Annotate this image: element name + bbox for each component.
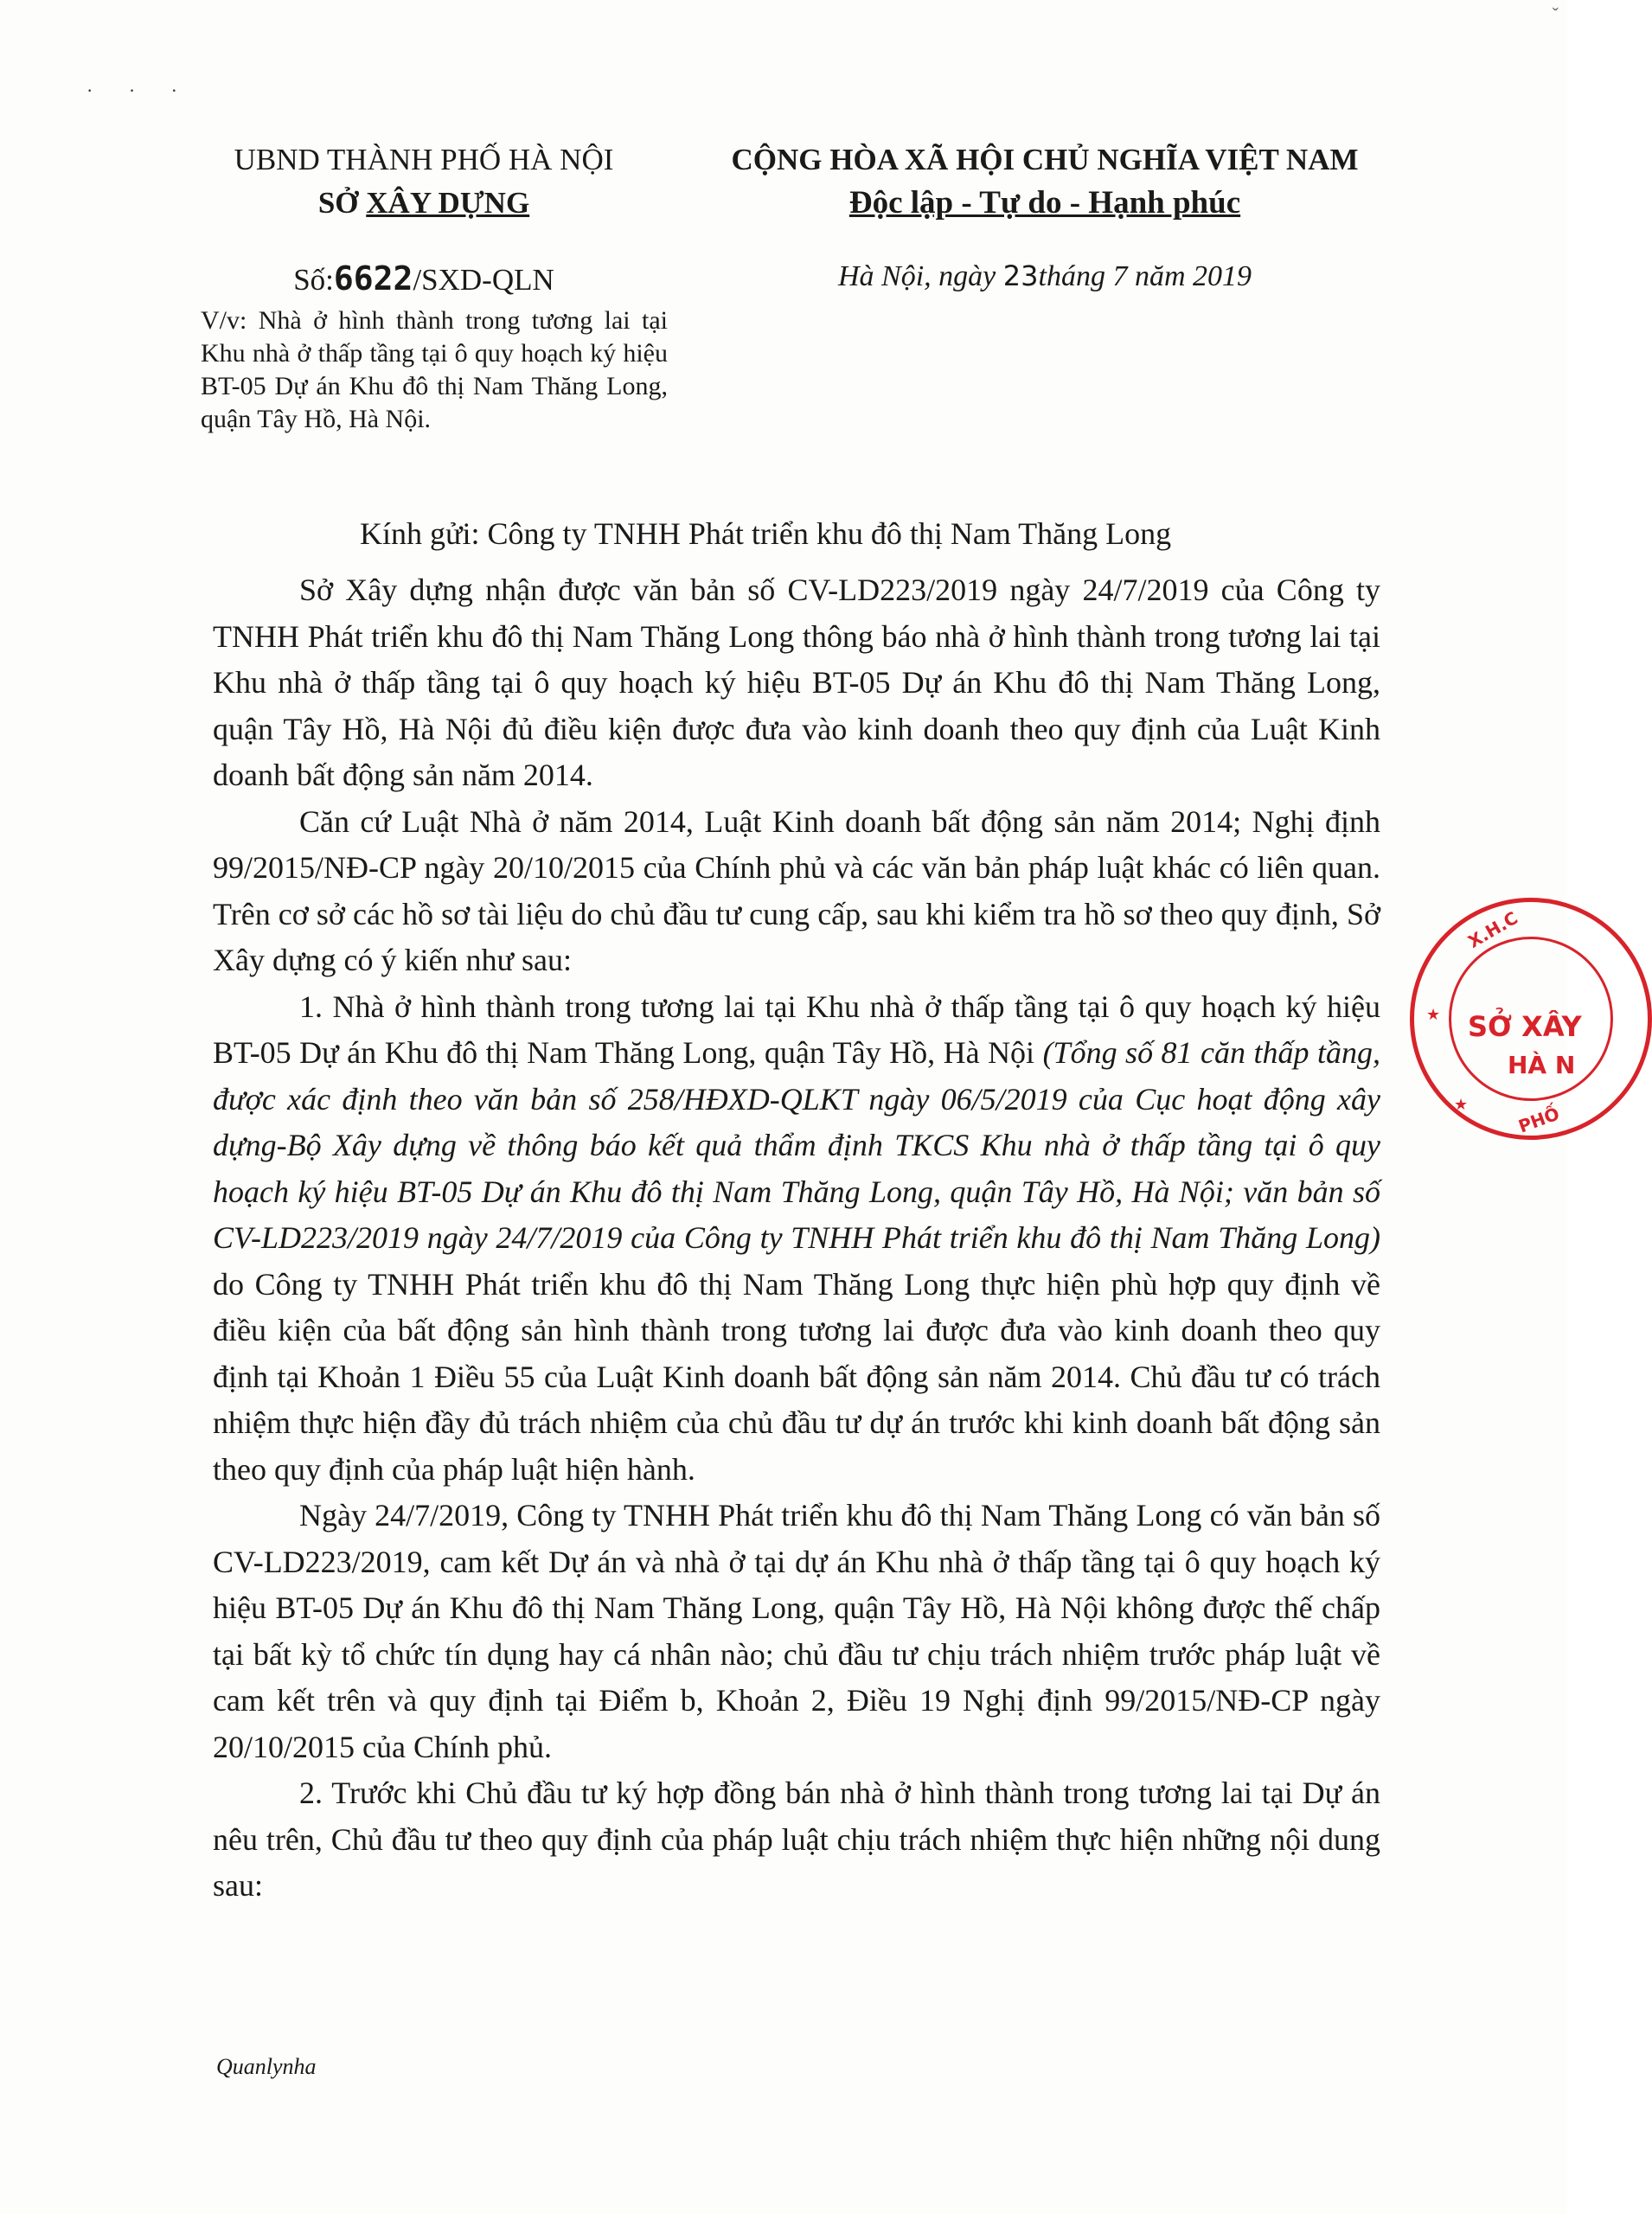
document-number-suffix: /SXD-QLN [413,263,554,297]
agency-name: UBND THÀNH PHỐ HÀ NỘI [234,143,614,176]
body-paragraph-3-start: 1. Nhà ở hình thành trong tương lai tại Khu nhà ở thấp tầng tại ô quy hoạch ký hiệu BT-05 Dự án Khu đô thị Nam Thăng Long, quận Tây Hồ, Hà Nội [213,989,1380,1070]
body-paragraph-2: Căn cứ Luật Nhà ở năm 2014, Luật Kinh doanh bất động sản năm 2014; Nghị định 99/2015/NĐ-CP ngày 20/10/2015 của Chính phủ và các văn bản pháp luật khác có liên quan. Trên cơ sở các hồ sơ tài liệu do chủ đầu tư cung cấp, sau khi kiểm tra hồ sơ theo quy định, Sở Xây dựng có ý kiến như sau: [213,803,1380,977]
body-paragraph-1: Sở Xây dựng nhận được văn bản số CV-LD223/2019 ngày 24/7/2019 của Công ty TNHH Phát triển khu đô thị Nam Thăng Long thông báo nhà ở hình thành trong tương lai tại Khu nhà ở thấp tầng tại ô quy hoạch ký hiệu BT-05 Dự án Khu đô thị Nam Thăng Long, quận Tây Hồ, Hà Nội đủ điều kiện được đưa vào kinh doanh theo quy định của Luật Kinh doanh bất động sản năm 2014. [213,573,1380,792]
scan-artifact-corner: ˇ [1552,3,1559,25]
footer-code: Quanlynha [216,2054,317,2079]
document-number [182,259,666,298]
body-paragraph-3-italic: (Tổng số 81 căn thấp tầng, được xác định theo văn bản số 258/HĐXD-QLKT ngày 06/5/2019 của Cục hoạt động xây dựng-Bộ Xây dựng về thông báo kết quả thẩm định TKCS Khu nhà ở thấp tầng tại ô quy hoạch ký hiệu BT-05 Dự án Khu đô thị Nam Thăng Long, quận Tây Hồ, Hà Nội; văn bản số CV-LD223/2019 ngày 24/7/2019 của Công ty TNHH Phát triển khu đô thị Nam Thăng Long) [213,1035,1380,1255]
date-suffix: tháng 7 năm 2019 [1038,260,1252,292]
document-subject: V/v: Nhà ở hình thành trong tương lai tại Khu nhà ở thấp tầng tại ô quy hoạch ký hiệu BT-05 Dự án Khu đô thị Nam Thăng Long, quận Tây Hồ, Hà Nội. [201,306,668,433]
stamp-ring-text-bottom: PHỐ [1515,1103,1563,1137]
official-seal-stamp [1410,898,1652,1140]
department-name [182,182,666,225]
recipient-line: Kính gửi: Công ty TNHH Phát triển khu đô thị Nam Thăng Long [360,516,1172,551]
stamp-text-line-1: SỞ XÂY [1468,1010,1582,1043]
country-name: CỘNG HÒA XÃ HỘI CHỦ NGHĨA VIỆT NAM [731,143,1359,176]
issuing-agency-block [182,138,666,225]
national-header-block [708,138,1382,225]
date-day-handwritten: 23 [1002,259,1039,292]
body-paragraph-3 [213,984,1380,1494]
stamp-text-line-2: HÀ N [1508,1051,1576,1079]
stamp-star-icon: ★ [1426,1006,1441,1024]
scan-artifact-dots: · · · [86,80,193,101]
department-prefix: SỞ [317,186,367,220]
stamp-star-icon: ★ [1454,1096,1469,1114]
body-paragraph-4: Ngày 24/7/2019, Công ty TNHH Phát triển khu đô thị Nam Thăng Long có văn bản số CV-LD223/2019, cam kết Dự án và nhà ở tại dự án Khu nhà ở thấp tầng tại ô quy hoạch ký hiệu BT-05 Dự án Khu đô thị Nam Thăng Long, quận Tây Hồ, Hà Nội không được thế chấp tại bất kỳ tổ chức tín dụng hay cá nhân nào; chủ đầu tư chịu trách nhiệm trước pháp luật về cam kết trên và quy định tại Điểm b, Khoản 2, Điều 19 Nghị định 99/2015/NĐ-CP ngày 20/10/2015 của Chính phủ. [213,1498,1380,1764]
department-underlined: XÂY DỰNG [366,186,530,220]
document-date [708,259,1382,293]
document-body [213,567,1380,1910]
national-motto: Độc lập - Tự do - Hạnh phúc [848,185,1241,221]
date-prefix: Hà Nội, ngày [838,260,1003,292]
document-number-handwritten: 6622 [333,259,413,298]
stamp-ring-text-top: X.H.C [1464,907,1521,952]
document-number-prefix: Số: [293,263,334,297]
body-paragraph-5: 2. Trước khi Chủ đầu tư ký hợp đồng bán nhà ở hình thành trong tương lai tại Dự án nêu trên, Chủ đầu tư theo quy định của pháp luật chịu trách nhiệm thực hiện những nội dung sau: [213,1776,1380,1903]
body-paragraph-3-end: do Công ty TNHH Phát triển khu đô thị Nam Thăng Long thực hiện phù hợp quy định về điều kiện của bất động sản hình thành trong tương lai được đưa vào kinh doanh theo quy định tại Khoản 1 Điều 55 của Luật Kinh doanh bất động sản năm 2014. Chủ đầu tư có trách nhiệm thực hiện đầy đủ trách nhiệm của chủ đầu tư dự án trước khi kinh doanh bất động sản theo quy định của pháp luật hiện hành. [213,1266,1380,1487]
